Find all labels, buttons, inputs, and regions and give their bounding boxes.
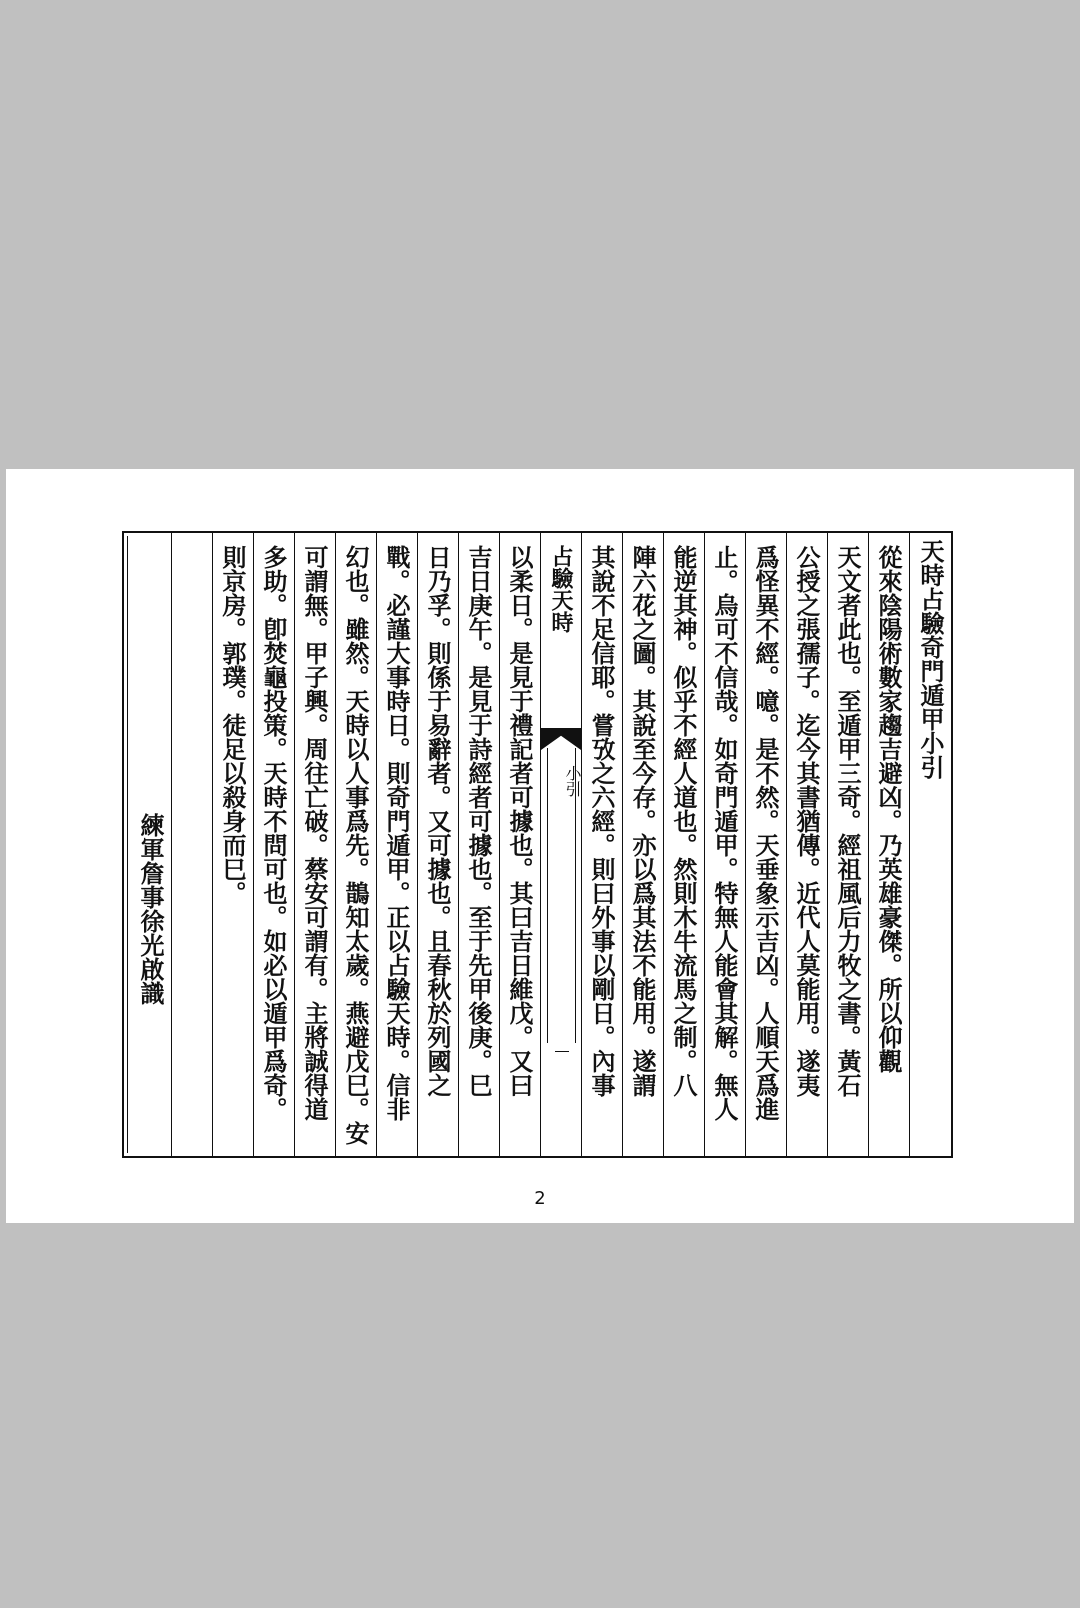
text-column: 幻也。雖然。天時以人事爲先。鵲知太歲。燕避戊巳。安 (336, 533, 377, 1156)
text-column: 爲怪異不經。噫。是不然。天垂象示吉凶。人順天爲進 (746, 533, 787, 1156)
banxin-center-column (541, 533, 582, 1156)
text-column: 能逆其神。似乎不經人道也。然則木牛流馬之制。八 (664, 533, 705, 1156)
banxin-section: 小引 (563, 765, 582, 797)
text-column: 吉日庚午。是見于詩經者可據也。至于先甲後庚。巳 (459, 533, 500, 1156)
text-column: 天文者此也。至遁甲三奇。經祖風后力牧之書。黃石 (828, 533, 869, 1156)
text-column: 止。烏可不信哉。如奇門遁甲。特無人能會其解。無人 (705, 533, 746, 1156)
text-column: 公授之張孺子。迄今其書猶傳。近代人莫能用。遂夷 (787, 533, 828, 1156)
text-column: 從來陰陽術數家趨吉避凶。乃英雄豪傑。所以仰觀 (869, 533, 910, 1156)
text-column: 日乃孚。則係于易辭者。又可據也。且春秋於列國之 (418, 533, 459, 1156)
text-column: 可謂無。甲子興。周往亡破。蔡安可謂有。主將誠得道 (295, 533, 336, 1156)
text-column: 多助。卽焚龜投策。天時不問可也。如必以遁甲爲奇。 (254, 533, 295, 1156)
text-column: 則京房。郭璞。徒足以殺身而巳。 (213, 533, 254, 1156)
banxin-line-left (547, 748, 548, 1043)
banxin-leaf-number (555, 1051, 569, 1052)
document-title: 天時占驗奇門遁甲小引 (916, 539, 945, 779)
banxin-book-title: 占驗天時 (548, 545, 574, 633)
text-column: 其說不足信耶。嘗攷之六經。則曰外事以剛日。內事 (582, 533, 623, 1156)
blank-column (172, 533, 213, 1156)
text-column: 陣六花之圖。其說至今存。亦以爲其法不能用。遂謂 (623, 533, 664, 1156)
fishtail-mark (541, 728, 581, 750)
text-column: 戰。必謹大事時日。則奇門遁甲。正以占驗天時。信非 (377, 533, 418, 1156)
text-frame (122, 531, 953, 1158)
vertical-columns (124, 533, 951, 1156)
text-column: 以柔日。是見于禮記者可據也。其曰吉日維戊。又曰 (500, 533, 541, 1156)
page-number: 2 (534, 1188, 546, 1209)
signature: 練軍詹事徐光啟識 (131, 533, 172, 1156)
page-sheet (6, 469, 1074, 1223)
